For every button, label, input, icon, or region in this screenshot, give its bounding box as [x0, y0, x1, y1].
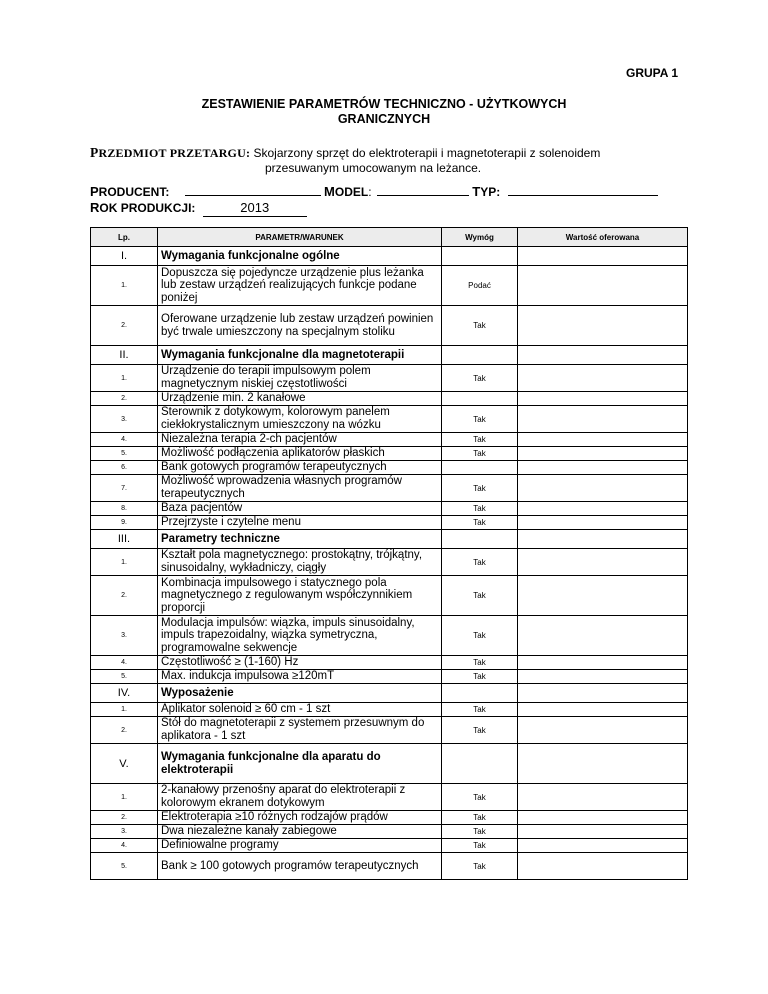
row-number: 2. — [91, 306, 158, 346]
row-number: 5. — [91, 447, 158, 461]
header-param: PARAMETR/WARUNEK — [158, 228, 442, 247]
requirement-cell: Tak — [442, 549, 518, 576]
row-number: 7. — [91, 475, 158, 502]
offered-value-cell[interactable] — [518, 656, 688, 670]
parameter-text: Stół do magnetoterapii z systemem przesuwnym do aplikatora - 1 szt — [158, 717, 442, 744]
producent-label: PRODUCENT: — [90, 184, 170, 199]
table-row — [91, 306, 688, 346]
requirement-cell: Podać — [442, 266, 518, 306]
row-number: 1. — [91, 549, 158, 576]
parameter-text: 2-kanałowy przenośny aparat do elektroterapii z kolorowym ekranem dotykowym — [158, 784, 442, 811]
section-row — [91, 247, 688, 266]
row-number: 2. — [91, 811, 158, 825]
table-body — [91, 247, 688, 880]
parameter-text: Modulacja impulsów: wiązka, impuls sinusoidalny, impuls trapezoidalny, wiązka symetryczna, programowalne sekwencje — [158, 616, 442, 656]
table-row — [91, 576, 688, 616]
parameter-text: Sterownik z dotykowym, kolorowym panelem ciekłokrystalicznym umieszczony na wózku — [158, 406, 442, 433]
title-line-2: GRANICZNYCH — [337, 112, 431, 126]
typ-field[interactable] — [508, 184, 658, 196]
requirement-cell: Tak — [442, 616, 518, 656]
row-number: 3. — [91, 616, 158, 656]
offered-value-cell[interactable] — [518, 247, 688, 266]
requirement-cell: Tak — [442, 447, 518, 461]
parameter-text: Możliwość podłączenia aplikatorów płaskich — [158, 447, 442, 461]
offered-value-cell[interactable] — [518, 266, 688, 306]
parameter-text: Kombinacja impulsowego i statycznego pola magnetycznego z regulowanym współczynnikiem proporcji — [158, 576, 442, 616]
parameter-text: Dopuszcza się pojedyncze urządzenie plus leżanka lub zestaw urządzeń realizujących funkcje podane poniżej — [158, 266, 442, 306]
requirement-cell: Tak — [442, 576, 518, 616]
requirement-cell: Tak — [442, 306, 518, 346]
offered-value-cell[interactable] — [518, 784, 688, 811]
requirement-cell: Tak — [442, 406, 518, 433]
requirement-cell — [442, 684, 518, 703]
offered-value-cell[interactable] — [518, 475, 688, 502]
offered-value-cell[interactable] — [518, 853, 688, 880]
producer-block: PRODUCENT: MODEL: TYP: ROK PRODUKCJI: 2013 — [90, 184, 658, 217]
table-row — [91, 447, 688, 461]
requirement-cell: Tak — [442, 825, 518, 839]
row-number: 2. — [91, 576, 158, 616]
requirement-cell: Tak — [442, 717, 518, 744]
row-number: 5. — [91, 670, 158, 684]
section-row — [91, 684, 688, 703]
parameter-text: Definiowalne programy — [158, 839, 442, 853]
table-row — [91, 475, 688, 502]
requirement-cell: Tak — [442, 656, 518, 670]
row-number: 3. — [91, 406, 158, 433]
requirement-cell: Tak — [442, 703, 518, 717]
subject-line-1: Skojarzony sprzęt do elektroterapii i magnetoterapii z solenoidem — [253, 146, 601, 160]
table-row — [91, 616, 688, 656]
requirement-cell: Tak — [442, 475, 518, 502]
table-row — [91, 365, 688, 392]
row-number: 1. — [91, 365, 158, 392]
table-row — [91, 516, 688, 530]
table-row — [91, 825, 688, 839]
model-label: MODEL — [324, 184, 369, 199]
row-number: 1. — [91, 266, 158, 306]
requirement-cell: Tak — [442, 365, 518, 392]
parameter-text: Przejrzyste i czytelne menu — [158, 516, 442, 530]
parameter-text: Niezależna terapia 2-ch pacjentów — [158, 433, 442, 447]
row-number: V. — [91, 744, 158, 784]
header-req: Wymóg — [442, 228, 518, 247]
parameter-text: Możliwość wprowadzenia własnych programów terapeutycznych — [158, 475, 442, 502]
offered-value-cell[interactable] — [518, 306, 688, 346]
parameter-text: Bank gotowych programów terapeutycznych — [158, 461, 442, 475]
requirement-cell: Tak — [442, 853, 518, 880]
row-number: 2. — [91, 717, 158, 744]
offered-value-cell[interactable] — [518, 670, 688, 684]
offered-value-cell[interactable] — [518, 516, 688, 530]
offered-value-cell[interactable] — [518, 811, 688, 825]
section-row — [91, 530, 688, 549]
table-row — [91, 670, 688, 684]
row-number: 4. — [91, 839, 158, 853]
offered-value-cell[interactable] — [518, 392, 688, 406]
table-row — [91, 433, 688, 447]
parameter-text: Kształt pola magnetycznego: prostokątny, trójkątny, sinusoidalny, wykładniczy, ciągły — [158, 549, 442, 576]
requirement-cell — [442, 461, 518, 475]
parameter-text: Bank ≥ 100 gotowych programów terapeutycznych — [158, 853, 442, 880]
offered-value-cell[interactable] — [518, 502, 688, 516]
parameter-text: Dwa niezależne kanały zabiegowe — [158, 825, 442, 839]
parameter-text: Częstotliwość ≥ (1-160) Hz — [158, 656, 442, 670]
row-number: IV. — [91, 684, 158, 703]
section-title: Wyposażenie — [158, 684, 442, 703]
table-header-row — [91, 228, 688, 247]
offered-value-cell[interactable] — [518, 346, 688, 365]
offered-value-cell[interactable] — [518, 616, 688, 656]
table-row — [91, 406, 688, 433]
header-lp: Lp. — [91, 228, 158, 247]
row-number: 5. — [91, 853, 158, 880]
row-number: 8. — [91, 502, 158, 516]
table-row — [91, 811, 688, 825]
offered-value-cell[interactable] — [518, 433, 688, 447]
row-number: I. — [91, 247, 158, 266]
section-title: Wymagania funkcjonalne dla aparatu do elektroterapii — [158, 744, 442, 784]
row-number: 4. — [91, 656, 158, 670]
title-line-1: ZESTAWIENIE PARAMETRÓW TECHNICZNO - UŻYTKOWYCH — [201, 97, 567, 111]
offered-value-cell[interactable] — [518, 447, 688, 461]
table-row — [91, 266, 688, 306]
subject-line-2: przesuwanym umocowanym na leżance. — [265, 161, 482, 175]
section-title: Wymagania funkcjonalne dla magnetoterapii — [158, 346, 442, 365]
table-row — [91, 784, 688, 811]
parameters-table — [90, 227, 688, 880]
offered-value-cell[interactable] — [518, 825, 688, 839]
requirement-cell: Tak — [442, 811, 518, 825]
requirement-cell — [442, 392, 518, 406]
table-row — [91, 461, 688, 475]
row-number: 6. — [91, 461, 158, 475]
table-row — [91, 656, 688, 670]
parameter-text: Urządzenie min. 2 kanałowe — [158, 392, 442, 406]
parameter-text: Baza pacjentów — [158, 502, 442, 516]
offered-value-cell[interactable] — [518, 839, 688, 853]
section-row — [91, 346, 688, 365]
offered-value-cell[interactable] — [518, 717, 688, 744]
requirement-cell: Tak — [442, 784, 518, 811]
table-row — [91, 853, 688, 880]
parameter-text: Elektroterapia ≥10 różnych rodzajów prądów — [158, 811, 442, 825]
row-number: 4. — [91, 433, 158, 447]
producent-field[interactable] — [185, 184, 321, 196]
row-number: 9. — [91, 516, 158, 530]
section-title: Wymagania funkcjonalne ogólne — [158, 247, 442, 266]
parameter-text: Aplikator solenoid ≥ 60 cm - 1 szt — [158, 703, 442, 717]
offered-value-cell[interactable] — [518, 530, 688, 549]
offered-value-cell[interactable] — [518, 744, 688, 784]
tender-subject — [90, 145, 600, 176]
requirement-cell — [442, 346, 518, 365]
requirement-cell — [442, 530, 518, 549]
model-field[interactable] — [377, 184, 469, 196]
row-number: 3. — [91, 825, 158, 839]
header-offered: Wartość oferowana — [518, 228, 688, 247]
table-row — [91, 839, 688, 853]
row-number: II. — [91, 346, 158, 365]
parameter-text: Oferowane urządzenie lub zestaw urządzeń powinien być trwale umieszczony na specjalnym stoliku — [158, 306, 442, 346]
row-number: III. — [91, 530, 158, 549]
offered-value-cell[interactable] — [518, 684, 688, 703]
section-row — [91, 744, 688, 784]
requirement-cell: Tak — [442, 839, 518, 853]
section-title: Parametry techniczne — [158, 530, 442, 549]
offered-value-cell[interactable] — [518, 461, 688, 475]
offered-value-cell[interactable] — [518, 365, 688, 392]
rok-label: ROK PRODUKCJI: — [90, 200, 196, 215]
requirement-cell: Tak — [442, 516, 518, 530]
table-row — [91, 502, 688, 516]
row-number: 1. — [91, 703, 158, 717]
row-number: 2. — [91, 392, 158, 406]
document-title — [0, 97, 768, 127]
offered-value-cell[interactable] — [518, 703, 688, 717]
table-row — [91, 717, 688, 744]
row-number: 1. — [91, 784, 158, 811]
subject-label: PRZEDMIOT PRZETARGU: — [90, 145, 251, 160]
requirement-cell: Tak — [442, 433, 518, 447]
offered-value-cell[interactable] — [518, 406, 688, 433]
table-row — [91, 392, 688, 406]
requirement-cell: Tak — [442, 670, 518, 684]
typ-label: TYP: — [472, 184, 501, 199]
table-row — [91, 703, 688, 717]
table-row — [91, 549, 688, 576]
parameter-text: Urządzenie do terapii impulsowym polem magnetycznym niskiej częstotliwości — [158, 365, 442, 392]
offered-value-cell[interactable] — [518, 576, 688, 616]
year-field[interactable]: 2013 — [203, 200, 307, 217]
requirement-cell — [442, 744, 518, 784]
parameter-text: Max. indukcja impulsowa ≥120mT — [158, 670, 442, 684]
group-label: GRUPA 1 — [625, 66, 678, 80]
requirement-cell — [442, 247, 518, 266]
offered-value-cell[interactable] — [518, 549, 688, 576]
requirement-cell: Tak — [442, 502, 518, 516]
